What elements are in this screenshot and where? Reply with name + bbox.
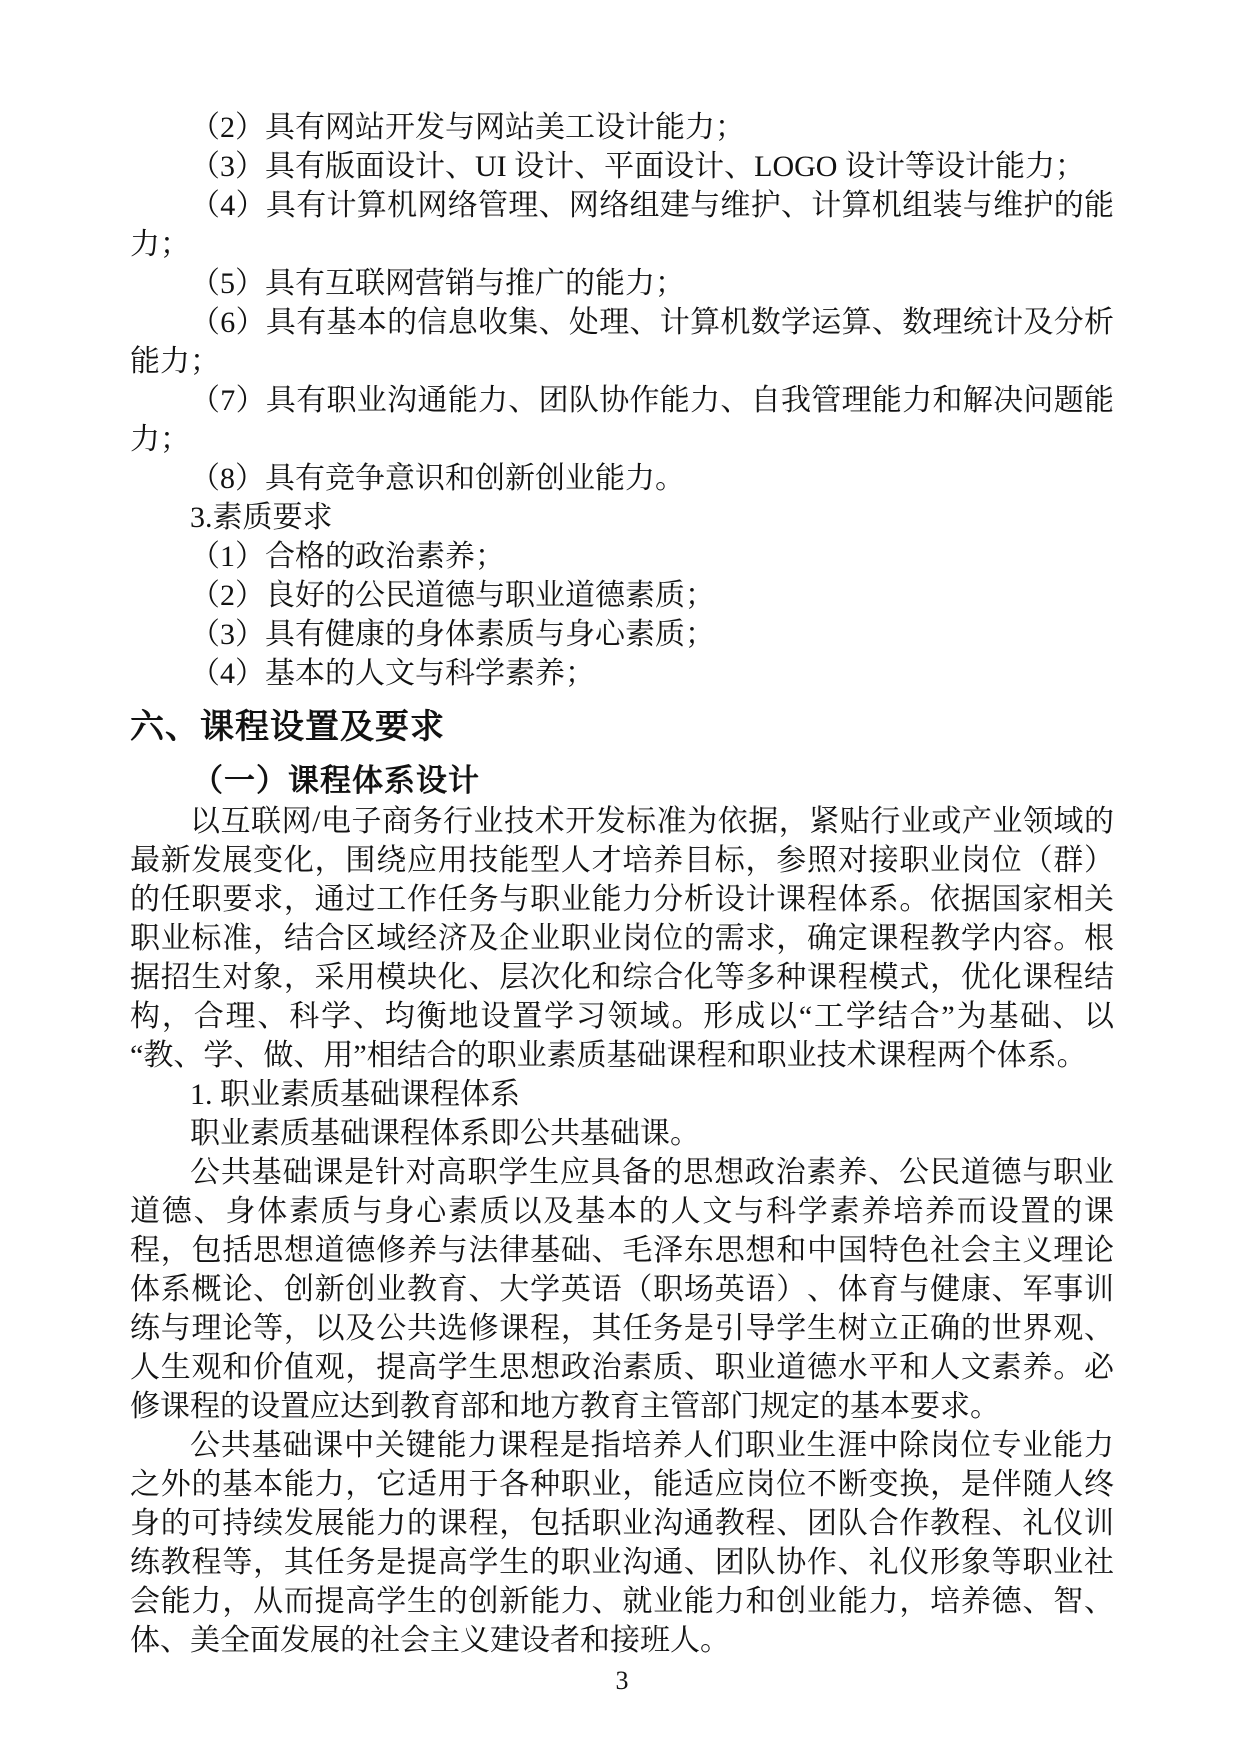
paragraph-course-design: 以互联网/电子商务行业技术开发标准为依据，紧贴行业或产业领域的最新发展变化，围绕应用技能型人才培养目标，参照对接职业岗位（群）的任职要求，通过工作任务与职业能力分析设计课程体系。依据国家相关职业标准，结合区域经济及企业职业岗位的需求，确定课程教学内容。根据招生对象，采用模块化、层次化和综合化等多种课程模式，优化课程结构，合理、科学、均衡地设置学习领域。形成以“工学结合”为基础、以“教、学、做、用”相结合的职业素质基础课程和职业技术课程两个体系。	[130, 805, 1114, 1072]
page-number: 3	[615, 1666, 629, 1695]
paragraph-key-ability-course: 公共基础课中关键能力课程是指培养人们职业生涯中除岗位专业能力之外的基本能力，它适用于各种职业，能适应岗位不断变换，是伴随人终身的可持续发展能力的课程，包括职业沟通教程、团队合作教程、礼仪训练教程等，其任务是提高学生的职业沟通、团队协作、礼仪形象等职业社会能力，从而提高学生的创新能力、就业能力和创业能力，培养德、智、体、美全面发展的社会主义建设者和接班人。	[130, 1429, 1114, 1657]
quality-item: （1）合格的政治素养；	[190, 540, 505, 573]
paragraph-public-course-intro: 职业素质基础课程体系即公共基础课。	[190, 1117, 700, 1150]
quality-item: （3）具有健康的身体素质与身心素质；	[190, 618, 715, 651]
quality-item: （4）基本的人文与科学素养；	[190, 657, 595, 690]
ability-item: （6）具有基本的信息收集、处理、计算机数学运算、数理统计及分析能力；	[130, 306, 1114, 378]
ability-item: （3）具有版面设计、UI 设计、平面设计、LOGO 设计等设计能力；	[190, 150, 1085, 183]
ability-item: （4）具有计算机网络管理、网络组建与维护、计算机组装与维护的能力；	[130, 189, 1114, 261]
ability-item: （7）具有职业沟通能力、团队协作能力、自我管理能力和解决问题能力；	[130, 384, 1114, 456]
ability-item: （5）具有互联网营销与推广的能力；	[190, 267, 685, 300]
ability-item: （8）具有竞争意识和创新创业能力。	[190, 462, 685, 495]
paragraph-public-basic-course: 公共基础课是针对高职学生应具备的思想政治素养、公民道德与职业道德、身体素质与身心素质以及基本的人文与科学素养培养而设置的课程，包括思想道德修养与法律基础、毛泽东思想和中国特色社会主义理论体系概论、创新创业教育、大学英语（职场英语）、体育与健康、军事训练与理论等，以及公共选修课程，其任务是引导学生树立正确的世界观、人生观和价值观，提高学生思想政治素质、职业道德水平和人文素养。必修课程的设置应达到教育部和地方教育主管部门规定的基本要求。	[130, 1156, 1114, 1423]
subsection-heading-course-system-design: （一）课程体系设计	[192, 763, 480, 798]
quality-item: （2）良好的公民道德与职业道德素质；	[190, 579, 715, 612]
ability-item: （2）具有网站开发与网站美工设计能力；	[190, 111, 745, 144]
numbered-item-basic-course-system: 1. 职业素质基础课程体系	[190, 1078, 520, 1111]
quality-requirements-heading: 3.素质要求	[190, 501, 333, 534]
section-heading-curriculum: 六、课程设置及要求	[130, 708, 445, 746]
